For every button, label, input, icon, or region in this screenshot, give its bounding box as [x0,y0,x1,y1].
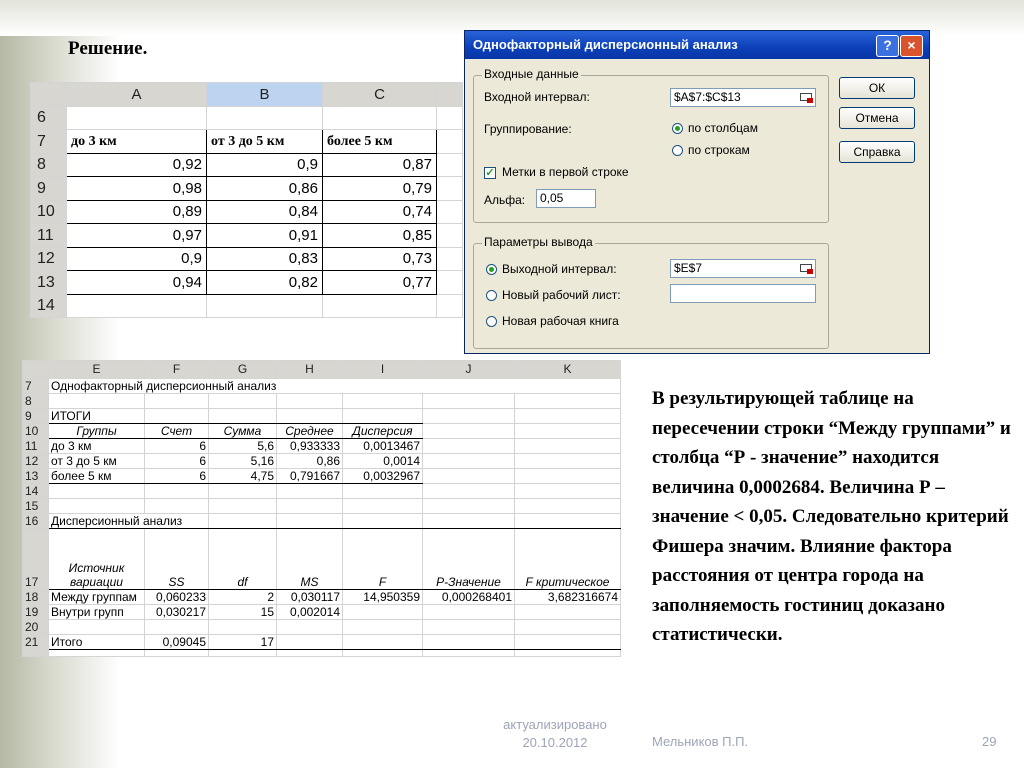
row-number[interactable]: 18 [23,590,49,605]
source-cell[interactable]: Внутри групп [49,605,145,620]
table-row [31,200,463,224]
summary-title-cell[interactable]: ИТОГИ [49,409,145,424]
table-row [23,469,621,484]
input-data-group [473,67,829,223]
summary-header-cell[interactable]: Сумма [209,424,277,439]
cell[interactable] [277,635,343,650]
table-row [23,439,621,454]
cell[interactable] [515,394,621,409]
value-cell[interactable]: 0,92 [67,153,207,177]
table-row [23,650,621,657]
value-cell[interactable]: 0,9 [67,247,207,271]
cell[interactable] [323,294,437,318]
cell[interactable] [515,635,621,650]
cell[interactable] [515,499,621,514]
cell[interactable] [515,484,621,499]
value-cell[interactable]: 6 [145,439,209,454]
value-cell[interactable]: 0,91 [207,224,323,248]
help-icon[interactable]: ? [876,35,899,57]
value-cell[interactable]: 0,791667 [277,469,343,484]
group-name-cell[interactable]: от 3 до 5 км [49,454,145,469]
group-header-cell[interactable]: более 5 км [323,130,437,154]
cell[interactable] [49,620,145,635]
cell[interactable] [209,499,277,514]
source-cell[interactable]: Между группам [49,590,145,605]
cell[interactable] [343,635,423,650]
table-row [23,514,621,529]
cell[interactable] [423,620,515,635]
value-cell[interactable]: 0,933333 [277,439,343,454]
value-cell[interactable]: 15 [209,605,277,620]
anova-header-cell[interactable]: SS [145,529,209,590]
value-cell[interactable]: 5,16 [209,454,277,469]
alpha-label: Альфа: [484,193,526,207]
summary-header-cell[interactable]: Счет [145,424,209,439]
value-cell[interactable]: 0,74 [323,200,437,224]
cell[interactable] [437,224,463,248]
cell[interactable] [277,484,343,499]
cell[interactable] [515,439,621,454]
cell[interactable] [49,484,145,499]
value-cell[interactable]: 0,82 [207,271,323,295]
summary-header-cell[interactable]: Группы [49,424,145,439]
input-range-field[interactable] [670,88,816,107]
by-columns-radio[interactable] [672,123,683,134]
column-header-k[interactable]: K [515,361,621,379]
value-cell[interactable]: 0,98 [67,177,207,201]
table-row [31,247,463,271]
value-cell[interactable]: 0,97 [67,224,207,248]
cell[interactable] [209,484,277,499]
slide-title: Решение. [68,38,148,59]
value-cell[interactable]: 0,0032967 [343,469,423,484]
row-number[interactable]: 7 [31,130,67,154]
anova-title-cell[interactable]: Дисперсионный анализ [49,514,209,529]
column-header-h[interactable]: H [277,361,343,379]
cell[interactable] [277,499,343,514]
new-sheet-field[interactable] [670,284,816,303]
cell[interactable] [343,394,423,409]
column-header-b[interactable]: B [207,83,323,107]
value-cell[interactable]: 0,79 [323,177,437,201]
close-icon[interactable]: × [900,35,923,57]
value-cell[interactable]: 0,94 [67,271,207,295]
table-row [31,153,463,177]
value-cell[interactable]: 0,77 [323,271,437,295]
cell[interactable] [277,514,343,529]
value-cell[interactable]: 0,84 [207,200,323,224]
footer-author: Мельников П.П. [652,734,749,749]
value-cell[interactable]: 0,0013467 [343,439,423,454]
cell[interactable] [423,409,515,424]
labels-checkbox[interactable]: ✓ [485,167,495,179]
cell[interactable] [437,130,463,154]
cell[interactable] [437,177,463,201]
table-row [23,590,621,605]
row-number[interactable]: 11 [23,439,49,454]
dialog-title-bar[interactable] [465,31,929,59]
table-row [31,271,463,295]
table-row [23,605,621,620]
p-value-cell[interactable]: 0,000268401 [423,590,515,605]
anova-header-cell[interactable]: df [209,529,277,590]
value-cell[interactable]: 0,85 [323,224,437,248]
table-row [31,177,463,201]
anova-header-cell[interactable]: MS [277,529,343,590]
table-row [23,379,621,394]
cell[interactable] [343,484,423,499]
row-number[interactable]: 13 [23,469,49,484]
cancel-button[interactable]: Отмена [839,107,915,129]
source-data-sheet [30,82,463,318]
by-rows-label[interactable]: по строкам [688,143,750,157]
cell[interactable] [49,650,145,657]
by-rows-radio[interactable] [672,145,683,156]
value-cell[interactable]: 0,73 [323,247,437,271]
cell[interactable] [515,605,621,620]
cell[interactable] [343,409,423,424]
value-cell[interactable]: 0,86 [277,454,343,469]
cell[interactable] [343,605,423,620]
cell[interactable] [145,650,209,657]
new-book-label[interactable]: Новая рабочая книга [502,314,619,328]
group-label: Параметры вывода [484,235,593,249]
group-label: Входные данные [484,67,579,81]
value-cell[interactable]: 14,950359 [343,590,423,605]
row-number[interactable]: 12 [23,454,49,469]
cell[interactable] [423,454,515,469]
cell[interactable] [515,454,621,469]
alpha-field[interactable] [536,189,596,208]
cell[interactable] [323,106,437,130]
anova-output-sheet [22,360,621,657]
cell[interactable] [277,394,343,409]
cell[interactable] [423,605,515,620]
cell[interactable] [209,650,277,657]
value-cell[interactable]: 0,89 [67,200,207,224]
row-number[interactable]: 21 [23,635,49,650]
input-range-value: $A$7:$C$13 [674,90,741,104]
cell[interactable] [67,106,207,130]
value-cell[interactable]: 0,030117 [277,590,343,605]
output-range-radio[interactable] [486,264,497,275]
cell[interactable] [423,394,515,409]
new-sheet-label[interactable]: Новый рабочий лист: [502,288,621,302]
cell[interactable] [209,514,277,529]
column-header-e[interactable]: E [49,361,145,379]
row-number[interactable]: 10 [31,200,67,224]
table-row [23,499,621,514]
value-cell[interactable]: 0,002014 [277,605,343,620]
row-number[interactable]: 9 [23,409,49,424]
dialog-title: Однофакторный дисперсионный анализ [473,37,738,52]
cell[interactable] [423,424,515,439]
table-row [23,620,621,635]
cell[interactable] [423,469,515,484]
row-number[interactable]: 14 [31,294,67,318]
value-cell[interactable]: 0,86 [207,177,323,201]
group-name-cell[interactable]: до 3 км [49,439,145,454]
corner-cell[interactable] [23,361,49,379]
row-number[interactable]: 12 [31,247,67,271]
cell[interactable] [207,106,323,130]
f-critical-cell[interactable]: 3,682316674 [515,590,621,605]
cell[interactable] [343,620,423,635]
cell[interactable] [423,439,515,454]
table-row [23,529,621,590]
anova-header-cell[interactable]: P-Значение [423,529,515,590]
group-header-cell[interactable]: от 3 до 5 км [207,130,323,154]
cell[interactable] [423,514,515,529]
row-number[interactable]: 15 [23,499,49,514]
input-range-label: Входной интервал: [484,90,590,104]
cell[interactable] [207,294,323,318]
cell[interactable] [145,484,209,499]
value-cell[interactable]: 17 [209,635,277,650]
anova-header-cell[interactable]: Источник вариации [49,529,145,590]
source-cell[interactable]: Итого [49,635,145,650]
table-row [31,130,463,154]
cell[interactable] [145,620,209,635]
cell[interactable] [515,424,621,439]
cell[interactable] [423,499,515,514]
cell[interactable] [437,271,463,295]
footer-date-label: актуализировано [503,717,607,732]
row-number[interactable]: 17 [23,529,49,590]
cell[interactable] [515,469,621,484]
cell[interactable] [423,484,515,499]
value-cell[interactable]: 0,83 [207,247,323,271]
value-cell[interactable]: 0,030217 [145,605,209,620]
row-number[interactable]: 13 [31,271,67,295]
cell[interactable] [277,650,343,657]
cell[interactable] [343,650,423,657]
table-row [23,635,621,650]
value-cell[interactable]: 6 [145,469,209,484]
row-number[interactable]: 6 [31,106,67,130]
output-options-group [473,235,829,349]
output-range-label[interactable]: Выходной интервал: [502,262,617,276]
value-cell[interactable]: 5,6 [209,439,277,454]
cell[interactable] [515,650,621,657]
cell[interactable] [343,514,423,529]
row-number[interactable]: 20 [23,620,49,635]
table-row [23,409,621,424]
row-number[interactable]: 7 [23,379,49,394]
cell[interactable] [343,499,423,514]
cell[interactable] [209,620,277,635]
value-cell[interactable]: 2 [209,590,277,605]
row-number[interactable]: 10 [23,424,49,439]
table-row [23,454,621,469]
cell[interactable] [145,409,209,424]
cell[interactable] [277,620,343,635]
by-columns-label[interactable]: по столбцам [688,121,758,135]
row-number[interactable]: 8 [31,153,67,177]
value-cell[interactable]: 4,75 [209,469,277,484]
cell[interactable] [209,394,277,409]
table-row [23,394,621,409]
cell[interactable] [145,499,209,514]
table-row [23,484,621,499]
labels-checkbox-label[interactable]: Метки в первой строке [502,165,629,179]
cell[interactable] [437,294,463,318]
footer-date [480,716,630,752]
cell[interactable] [437,106,463,130]
column-header-f[interactable]: F [145,361,209,379]
anova-header-cell[interactable]: F [343,529,423,590]
group-name-cell[interactable]: более 5 км [49,469,145,484]
cell[interactable] [515,409,621,424]
row-number[interactable]: 14 [23,484,49,499]
group-header-cell[interactable]: до 3 км [67,130,207,154]
column-header-c[interactable]: C [323,83,437,107]
row-number[interactable]: 11 [31,224,67,248]
column-header-a[interactable]: A [67,83,207,107]
output-title-cell[interactable]: Однофакторный дисперсионный анализ [49,379,621,394]
value-cell[interactable]: 6 [145,454,209,469]
value-cell[interactable]: 0,09045 [145,635,209,650]
column-header-d[interactable] [437,83,463,107]
cell[interactable] [437,153,463,177]
summary-header-cell[interactable]: Дисперсия [343,424,423,439]
cell[interactable] [423,635,515,650]
value-cell[interactable]: 0,87 [323,153,437,177]
output-range-field[interactable] [670,259,816,278]
value-cell[interactable]: 0,9 [207,153,323,177]
value-cell[interactable]: 0,0014 [343,454,423,469]
cell[interactable] [49,394,145,409]
footer-date-value: 20.10.2012 [522,735,588,750]
row-number[interactable]: 9 [31,177,67,201]
table-row [31,224,463,248]
alpha-value: 0,05 [540,191,564,205]
value-cell[interactable]: 0,060233 [145,590,209,605]
table-row [23,424,621,439]
cell[interactable] [515,620,621,635]
corner-cell[interactable] [31,83,67,107]
table-row [31,294,463,318]
column-header-j[interactable]: J [423,361,515,379]
new-book-radio[interactable] [486,316,497,327]
anova-dialog [464,30,930,354]
range-select-icon[interactable] [799,262,813,274]
new-sheet-radio[interactable] [486,290,497,301]
cell[interactable] [277,409,343,424]
summary-header-cell[interactable]: Среднее [277,424,343,439]
column-header-i[interactable]: I [343,361,423,379]
cell[interactable] [49,499,145,514]
cell[interactable] [209,409,277,424]
table-row [31,106,463,130]
row-number[interactable]: 8 [23,394,49,409]
help-button[interactable]: Справка [839,141,915,163]
row-number[interactable]: 16 [23,514,49,529]
cell[interactable] [437,247,463,271]
range-select-icon[interactable] [799,91,813,103]
cell[interactable] [437,200,463,224]
column-header-g[interactable]: G [209,361,277,379]
row-number[interactable] [23,650,49,657]
row-number[interactable]: 19 [23,605,49,620]
cell[interactable] [515,514,621,529]
page-number: 29 [982,734,997,749]
conclusion-text: В результирующей таблице на пересечении строки “Между группами” и столбца “Р - значение” находится величина 0,0002684. Величина Р – значение < 0,05. Следовательно критерий Фишера значим. Влияние фактора расстояния от центра города на заполняемость гостиниц доказано статистически. [652,388,1011,645]
cell[interactable] [67,294,207,318]
cell[interactable] [423,650,515,657]
ok-button[interactable]: ОК [839,77,915,99]
anova-header-cell[interactable]: F критическое [515,529,621,590]
grouping-label: Группирование: [484,122,572,136]
cell[interactable] [145,394,209,409]
output-range-value: $E$7 [674,261,703,275]
